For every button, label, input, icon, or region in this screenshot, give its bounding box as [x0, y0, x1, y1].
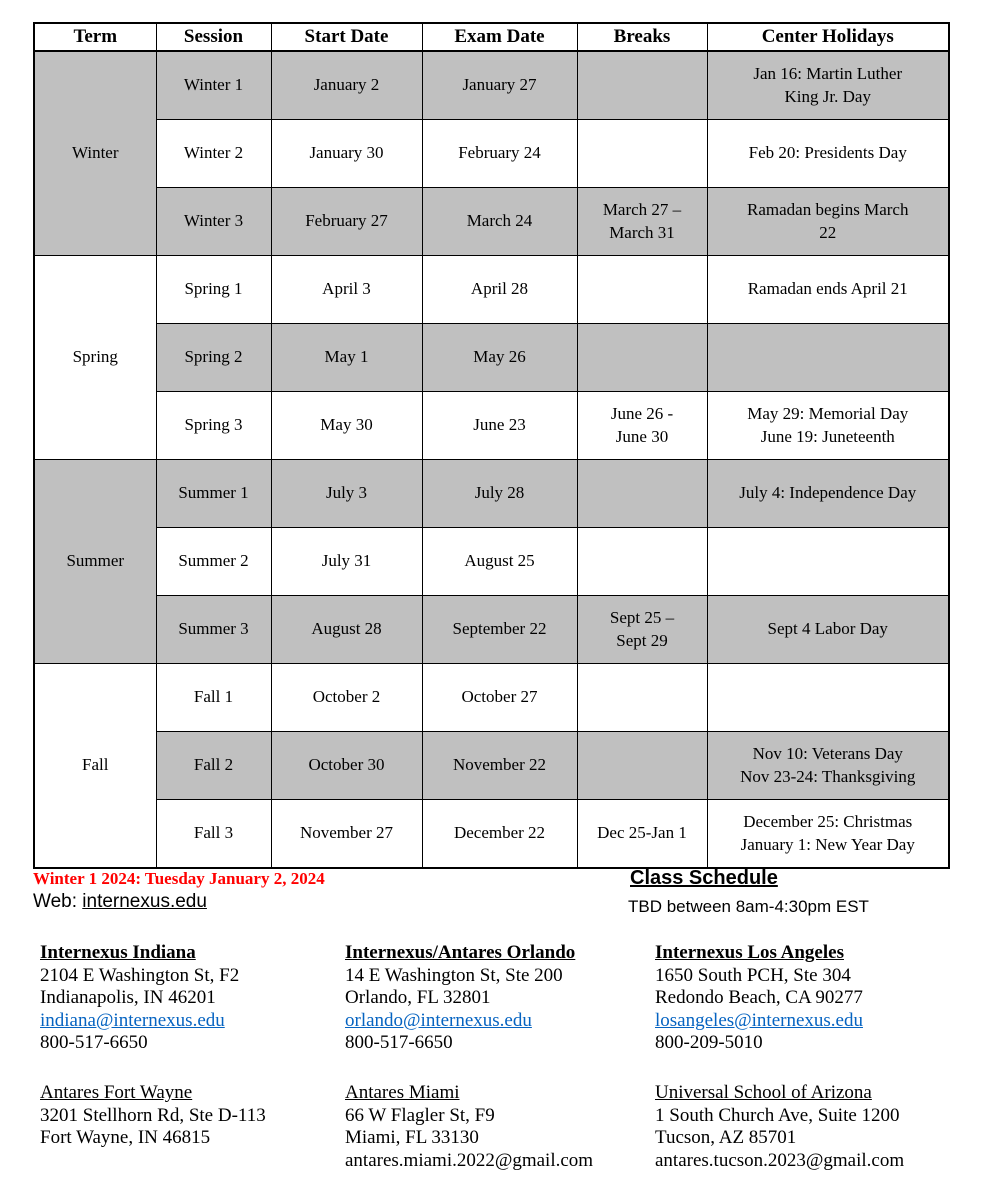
- breaks-cell: Dec 25-Jan 1: [577, 800, 707, 869]
- holidays-cell: [707, 664, 949, 732]
- contact-title: Antares Fort Wayne: [40, 1082, 193, 1103]
- term-cell-winter: Winter: [34, 51, 156, 256]
- session-cell: Fall 3: [156, 800, 271, 869]
- contact-internexus-indiana: [40, 942, 239, 1055]
- exam-date-cell: August 25: [422, 528, 577, 596]
- exam-date-cell: April 28: [422, 256, 577, 324]
- contact-address-line1: 14 E Washington St, Ste 200: [345, 964, 563, 986]
- contact-title: Internexus/Antares Orlando: [345, 942, 576, 963]
- breaks-cell: [577, 51, 707, 120]
- contact-address-line1: 1 South Church Ave, Suite 1200: [655, 1104, 900, 1126]
- session-cell: Winter 2: [156, 120, 271, 188]
- contact-phone: 800-517-6650: [40, 1032, 148, 1053]
- holidays-cell: Jan 16: Martin Luther King Jr. Day: [707, 51, 949, 120]
- holidays-cell: Feb 20: Presidents Day: [707, 120, 949, 188]
- holidays-cell: [707, 528, 949, 596]
- header-session: Session: [156, 23, 271, 51]
- holidays-cell: Sept 4 Labor Day: [707, 596, 949, 664]
- contact-address-line2: Fort Wayne, IN 46815: [40, 1127, 211, 1148]
- table-row: [34, 664, 949, 732]
- table-row: [34, 188, 949, 256]
- start-date-cell: November 27: [271, 800, 422, 869]
- holidays-cell: [707, 324, 949, 392]
- breaks-cell: [577, 460, 707, 528]
- exam-date-cell: September 22: [422, 596, 577, 664]
- breaks-cell: [577, 528, 707, 596]
- table-row: [34, 120, 949, 188]
- holidays-cell: July 4: Independence Day: [707, 460, 949, 528]
- breaks-cell: [577, 256, 707, 324]
- contact-phone: 800-209-5010: [655, 1032, 763, 1053]
- table-row: [34, 324, 949, 392]
- session-cell: Winter 3: [156, 188, 271, 256]
- start-date-cell: October 30: [271, 732, 422, 800]
- table-row: [34, 460, 949, 528]
- contact-email-plain: antares.miami.2022@gmail.com: [345, 1149, 594, 1171]
- class-schedule-title: Class Schedule: [630, 867, 778, 889]
- exam-date-cell: May 26: [422, 324, 577, 392]
- session-schedule-table: [33, 22, 950, 869]
- web-line: [33, 891, 207, 913]
- contact-email-plain: antares.tucson.2023@gmail.com: [655, 1149, 905, 1171]
- header-breaks: Breaks: [577, 23, 707, 51]
- start-date-cell: April 3: [271, 256, 422, 324]
- header-start-date: Start Date: [271, 23, 422, 51]
- session-cell: Winter 1: [156, 51, 271, 120]
- holidays-cell: December 25: Christmas January 1: New Year Day: [707, 800, 949, 869]
- contact-phone: 800-517-6650: [345, 1032, 453, 1053]
- table-row: [34, 596, 949, 664]
- header-term: Term: [34, 23, 156, 51]
- contact-title: Internexus Los Angeles: [655, 942, 844, 963]
- header-row: [34, 23, 949, 51]
- contact-universal-school-of-arizona: [655, 1082, 904, 1172]
- term-cell-summer: Summer: [34, 460, 156, 664]
- web-link[interactable]: internexus.edu: [82, 891, 207, 912]
- holidays-cell: Ramadan ends April 21: [707, 256, 949, 324]
- contact-address-line2: Orlando, FL 32801: [345, 987, 491, 1008]
- contact-address-line2: Indianapolis, IN 46201: [40, 987, 216, 1008]
- breaks-cell: [577, 324, 707, 392]
- breaks-cell: March 27 – March 31: [577, 188, 707, 256]
- breaks-cell: [577, 732, 707, 800]
- session-cell: Fall 2: [156, 732, 271, 800]
- table-row: [34, 528, 949, 596]
- contact-internexus-los-angeles: [655, 942, 863, 1055]
- start-date-cell: January 30: [271, 120, 422, 188]
- contact-address-line2: Redondo Beach, CA 90277: [655, 987, 863, 1008]
- header-center-holidays: Center Holidays: [707, 23, 949, 51]
- start-date-cell: February 27: [271, 188, 422, 256]
- holidays-cell: May 29: Memorial Day June 19: Juneteenth: [707, 392, 949, 460]
- session-cell: Summer 3: [156, 596, 271, 664]
- contact-email-link[interactable]: orlando@internexus.edu: [345, 1009, 532, 1031]
- breaks-cell: June 26 - June 30: [577, 392, 707, 460]
- term-cell-fall: Fall: [34, 664, 156, 869]
- exam-date-cell: March 24: [422, 188, 577, 256]
- web-label: Web:: [33, 891, 83, 912]
- start-date-cell: May 30: [271, 392, 422, 460]
- contact-antares-miami: [345, 1082, 593, 1172]
- breaks-cell: [577, 120, 707, 188]
- class-schedule-time: TBD between 8am-4:30pm EST: [628, 897, 869, 916]
- contact-email-link[interactable]: indiana@internexus.edu: [40, 1009, 225, 1031]
- holidays-cell: Nov 10: Veterans Day Nov 23-24: Thanksgiving: [707, 732, 949, 800]
- contact-title: Universal School of Arizona: [655, 1082, 872, 1103]
- winter-start-note: Winter 1 2024: Tuesday January 2, 2024: [33, 869, 325, 888]
- header-exam-date: Exam Date: [422, 23, 577, 51]
- contact-title: Internexus Indiana: [40, 942, 196, 963]
- contact-address-line1: 1650 South PCH, Ste 304: [655, 964, 851, 986]
- exam-date-cell: June 23: [422, 392, 577, 460]
- session-cell: Summer 1: [156, 460, 271, 528]
- contact-antares-fort-wayne: [40, 1082, 266, 1150]
- exam-date-cell: January 27: [422, 51, 577, 120]
- contact-address-line1: 2104 E Washington St, F2: [40, 964, 240, 986]
- start-date-cell: October 2: [271, 664, 422, 732]
- term-cell-spring: Spring: [34, 256, 156, 460]
- contact-email-link[interactable]: losangeles@internexus.edu: [655, 1009, 863, 1031]
- holidays-cell: Ramadan begins March 22: [707, 188, 949, 256]
- contact-address-line1: 3201 Stellhorn Rd, Ste D-113: [40, 1104, 266, 1126]
- session-cell: Summer 2: [156, 528, 271, 596]
- start-date-cell: January 2: [271, 51, 422, 120]
- contact-internexus-antares-orlando: [345, 942, 575, 1055]
- contact-address-line1: 66 W Flagler St, F9: [345, 1104, 495, 1126]
- table-row: [34, 51, 949, 120]
- start-date-cell: July 3: [271, 460, 422, 528]
- table-row: [34, 256, 949, 324]
- breaks-cell: [577, 664, 707, 732]
- start-date-cell: May 1: [271, 324, 422, 392]
- session-cell: Spring 2: [156, 324, 271, 392]
- session-cell: Fall 1: [156, 664, 271, 732]
- exam-date-cell: July 28: [422, 460, 577, 528]
- exam-date-cell: December 22: [422, 800, 577, 869]
- session-cell: Spring 3: [156, 392, 271, 460]
- breaks-cell: Sept 25 – Sept 29: [577, 596, 707, 664]
- contact-title: Antares Miami: [345, 1082, 460, 1103]
- contact-address-line2: Miami, FL 33130: [345, 1127, 479, 1148]
- start-date-cell: August 28: [271, 596, 422, 664]
- exam-date-cell: October 27: [422, 664, 577, 732]
- session-cell: Spring 1: [156, 256, 271, 324]
- contact-address-line2: Tucson, AZ 85701: [655, 1127, 797, 1148]
- exam-date-cell: February 24: [422, 120, 577, 188]
- table-row: [34, 392, 949, 460]
- table-row: [34, 732, 949, 800]
- start-date-cell: July 31: [271, 528, 422, 596]
- exam-date-cell: November 22: [422, 732, 577, 800]
- table-row: [34, 800, 949, 869]
